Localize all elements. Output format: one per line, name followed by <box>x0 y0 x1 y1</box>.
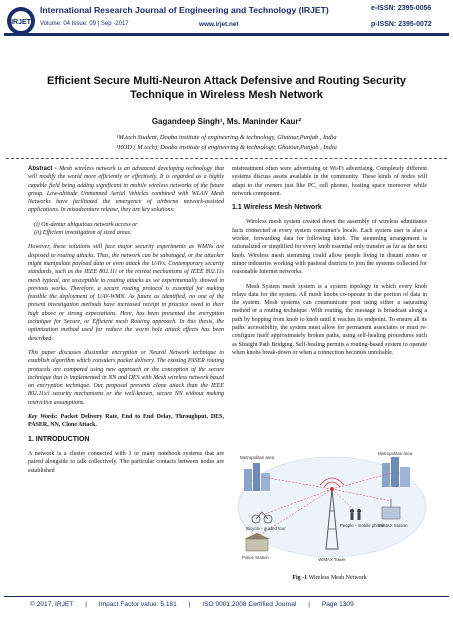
intro-para-1: A network is a cluster connected with 3 or many notebook systems that are paired alongside to talk collectively. The particular contacts between nodes are established <box>28 450 224 474</box>
journal-header <box>0 0 453 50</box>
footer-iso: ISO 9001:2008 Certified Journal <box>202 601 297 608</box>
e-issn: e-ISSN: 2395-0056 <box>371 5 432 12</box>
footer-sep-2: | <box>188 601 191 608</box>
label-bicycle: Bicycle - guided tour <box>246 526 286 531</box>
label-metro-left: Metropolitan area <box>240 455 275 460</box>
metropolitan-buildings-left-icon <box>244 463 270 491</box>
footer-copyright: © 2017, IRJET <box>30 601 74 608</box>
paper-title: Efficient Secure Multi-Neuron Attack Defensive and Routing Security Technique in Wireless Mesh Network <box>47 75 406 101</box>
intro-heading: 1. INTRODUCTION <box>28 435 90 443</box>
abstract-para-1 <box>28 165 224 215</box>
affiliation-2: ²HOD ( M.tech), Doaba institute of engineering & technology, Ghatour,Punjab , India <box>116 144 337 151</box>
wireless-mesh-figure <box>232 449 427 571</box>
abstract-list-item-1: (i) On-demur ubiquitous network access or <box>34 221 138 228</box>
abstract-list <box>34 221 224 238</box>
keywords-label: Key Words: <box>28 414 58 421</box>
abstract-list-item-2: (ii) Efficient investigation of sized areas. <box>34 230 132 237</box>
keywords-text: Packet Delivery Rate, End to End Delay, Throughput, DES, PASER, NN, Clone Attack. <box>28 414 224 429</box>
p-issn: p-ISSN: 2395-0072 <box>371 21 432 28</box>
intro-para-continued: mistreatment often were advertising or Wi-Fi advertising. Completely different systems discuss assets available in the community. These kinds of nodes will adapt to the owners just like PC, cell phones, hosting space moreover while network component. <box>232 166 427 197</box>
irjet-logo <box>6 6 36 36</box>
right-column <box>232 165 427 363</box>
figure-caption-text: Wireless Mesh Network <box>308 575 367 581</box>
mesh-para-2: Mesh System mesh system is a system topology in which every knob relays data for the system. All mesh knobs co-operate in the portion of data in the system. Mesh systems can communicate post using either a saturating method or a routing technique .With routing, the message is broadcast along a path by hopping from knob to knob until it reaches its endpoint. To ensure all its paths' accessibility, the system must allow for permanent associates or must re-configure itself approximately broken paths, using self-healing procedures such as Straight Path Bridging. Self-healing permits a routing-based system to operate when knobs break-down or when a connection becomes unreliable. <box>232 283 427 356</box>
figure-caption-label: Fig -1 <box>292 575 308 581</box>
abstract-para-2: However, these solutions still face major security experiments as WMNs are disposed to routing attacks. Thus, the network can be sabotaged, or the attacker might manipulate payload data or even attack the UAVs. Contemporary security standards, such as the IEEE 802.11i or the retreat mechanisms of IEEE 802.11s mesh typical, are susceptible to routing attacks as we experimentally showed in previous works. Therefore, a secure routing protocol is essential for making feasible the deployment of UAV-WMN. As future as identified, no one of the present investigation methods have increased receipt in practice owed to their high above or strong expectations. Here, has been presented the encryption technique for Secure, or Efficient mesh Routing approach. In this thesis, the optimization method used for reduce the worm hole attack effects has been described. <box>28 244 224 342</box>
journal-footer <box>30 601 364 608</box>
journal-title: International Research Journal of Engineering and Technology (IRJET) <box>40 5 329 15</box>
svg-text:IRJET: IRJET <box>11 19 31 26</box>
footer-divider <box>4 596 449 597</box>
affiliation-1: ¹M.tech Student, Doaba institute of engineering & technology, Ghataur,Punjab , India <box>116 134 337 141</box>
metropolitan-buildings-right-icon <box>382 457 410 487</box>
keywords <box>28 413 224 430</box>
footer-sep-3: | <box>308 601 310 608</box>
footer-impact: Impact Factor value: 5.181 <box>98 601 177 608</box>
label-police: Police Station <box>242 555 269 560</box>
abstract-text-1: Mesh wireless network is an advanced developing technology that will modify the world more efficiently or effectively. It is regarded as a highly capable field being adding significant in mobile wireless networks of the future group. Low-altitude Unmanned Aerial Vehicles combined with WLAN Mesh Networks have facilitated the emergence of airborne network-assisted applications. In misadventure release, they are key solutions: <box>28 166 224 214</box>
footer-sep-1: | <box>85 601 87 608</box>
header-divider <box>4 33 449 36</box>
footer-page: Page 1309 <box>321 601 354 608</box>
abstract-para-3: This paper discusses dissimilar encryption or Neural Network technique to establish algorithm which considers packet delivery. The existing PASER routing protocols are compared using new approach or the conception of the secure technique that is implemented in NN and DES with Mesh wireless network based on encryption technique. Our proposal prevents clone attack than the IEEE 802.11s/i security mechanisms or the well-known, secure NN without making restrictive assumptions. <box>28 349 224 406</box>
mesh-para-1: Wireless mesh system created down the assembly of wireless admittance facts connected at every system consumer's locale. Each system user is also a worker, forwarding data for following knob. The stemming arrangement is rationalized or simplified for every knob essential only transfer as far as the next knob. Wireless mesh stemming could allow people living in distant zones or minor industries working with pastoral districts to join the systems collected for reasonable Internet networks. <box>232 219 427 276</box>
label-wimax-tower: WiMAX Tower <box>318 557 346 562</box>
abstract-label: Abstract - <box>28 166 57 172</box>
figure-caption <box>232 575 427 581</box>
title-divider <box>6 158 447 159</box>
label-metro-right: Metropolitan area <box>378 451 413 456</box>
left-column <box>28 165 224 481</box>
journal-website: www.irjet.net <box>199 21 239 28</box>
label-people: People - mobile phone <box>340 523 384 528</box>
paper-authors: Gagandeep Singh¹, Ms. Maninder Kaur² <box>151 117 302 126</box>
volume-issue: Volume: 04 Issue: 09 | Sep -2017 <box>40 21 129 27</box>
section-1-1-heading: 1.1 Wireless Mesh Network <box>232 204 322 212</box>
label-wimax-station: WiMAX Station <box>378 523 408 528</box>
